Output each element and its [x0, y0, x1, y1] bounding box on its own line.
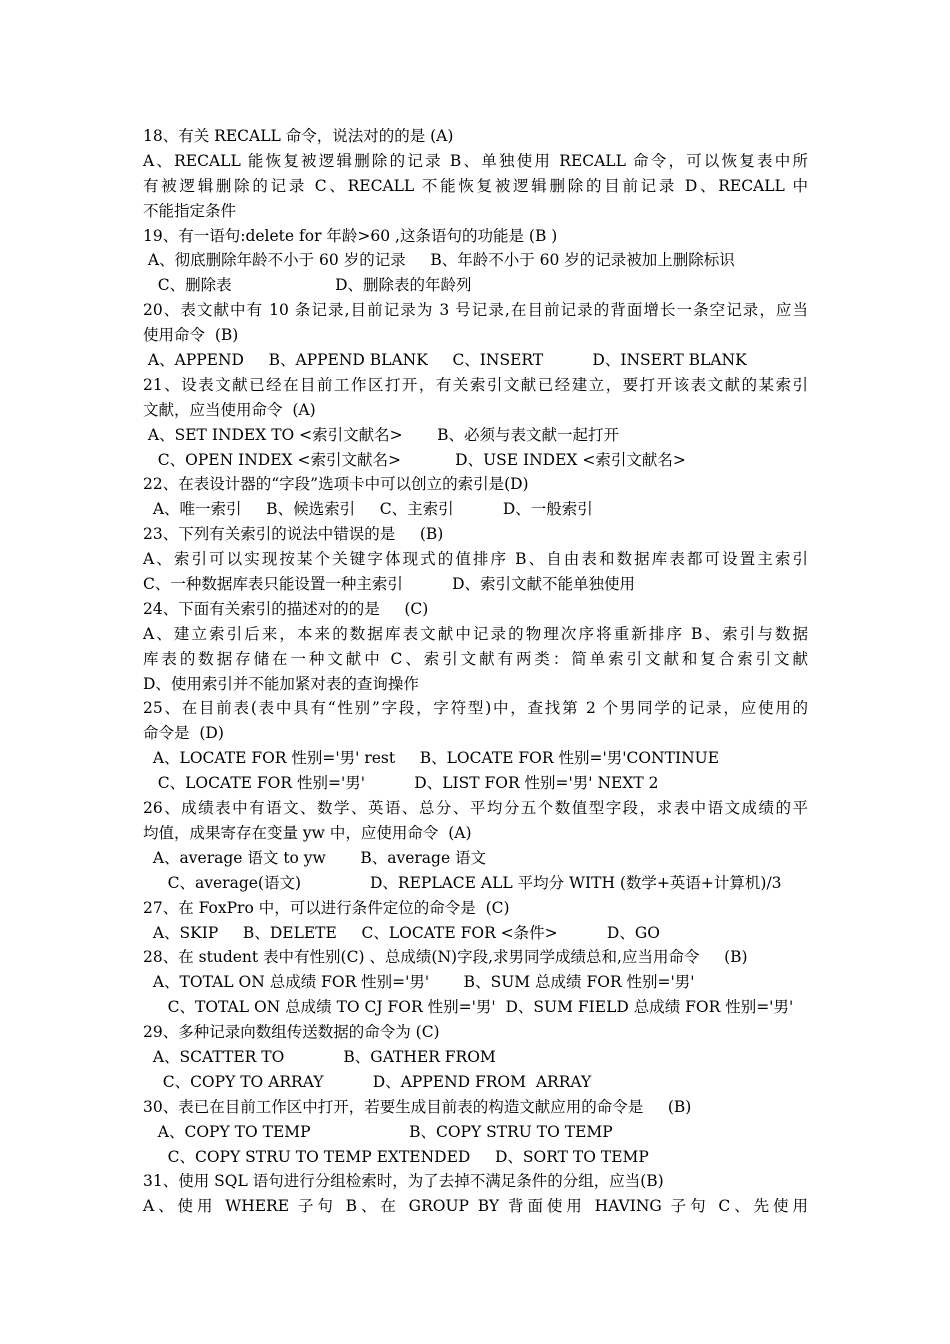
text-line: C、COPY STRU TO TEMP EXTENDED D、SORT TO TEMP — [143, 1147, 649, 1166]
text-line: 27、在 FoxPro 中，可以进行条件定位的命令是 (C) — [143, 898, 510, 917]
text-line: A、LOCATE FOR 性别='男' rest B、LOCATE FOR 性别='男'CONTINUE — [143, 749, 720, 768]
text-line: A、APPEND B、APPEND BLANK C、INSERT D、INSERT BLANK — [143, 351, 747, 370]
text-line: 使用命令 (B) — [143, 326, 239, 345]
text-line: C、average(语文) D、REPLACE ALL 平均分 WITH (数学+英语+计算机)/3 — [143, 873, 782, 892]
text-line: A、SCATTER TO B、GATHER FROM — [143, 1047, 496, 1066]
text-line: 28、在 student 表中有性别(C) 、总成绩(N)字段,求男同学成绩总和,应当用命令 (B) — [143, 948, 748, 967]
text-line: D、使用索引并不能加紧对表的查询操作 — [143, 674, 419, 693]
text-line: 命令是 (D) — [143, 724, 224, 743]
text-line: 24、下面有关索引的描述对的的是 (C) — [143, 599, 429, 618]
text-line: 23、下列有关索引的说法中错误的是 (B) — [143, 525, 444, 544]
text-line: 21、设表文献已经在目前工作区打开，有关索引文献已经建立，要打开该表文献的某索引 — [143, 375, 808, 394]
text-line: A、彻底删除年龄不小于 60 岁的记录 B、年龄不小于 60 岁的记录被加上删除标识 — [143, 251, 735, 270]
text-line: 31、使用 SQL 语句进行分组检索时，为了去掉不满足条件的分组，应当(B) — [143, 1172, 664, 1191]
text-line: A、RECALL 能恢复被逻辑删除的记录 B、单独使用 RECALL 命令，可以恢复表中所 — [143, 151, 808, 170]
text-line: 20、表文献中有 10 条记录,目前记录为 3 号记录,在目前记录的背面增长一条空记录，应当 — [143, 301, 808, 320]
text-line: A、COPY TO TEMP B、COPY STRU TO TEMP — [143, 1122, 613, 1141]
text-line: A、使用 WHERE 子句 B、在 GROUP BY 背面使用 HAVING 子句 C、先使用 — [143, 1197, 808, 1216]
document-page — [143, 124, 808, 1219]
text-line: 25、在目前表(表中具有“性别”字段，字符型)中，查找第 2 个男同学的记录，应使用的 — [143, 699, 808, 718]
text-line: C、一种数据库表只能设置一种主索引 D、索引文献不能单独使用 — [143, 575, 636, 594]
text-line: A、索引可以实现按某个关键字体现式的值排序 B、自由表和数据库表都可设置主索引 — [143, 550, 808, 569]
text-line: C、OPEN INDEX <索引文献名> D、USE INDEX <索引文献名> — [143, 450, 686, 469]
text-line: A、唯一索引 B、候选索引 C、主索引 D、一般索引 — [143, 500, 593, 519]
text-line: C、TOTAL ON 总成绩 TO CJ FOR 性别='男' D、SUM FIELD 总成绩 FOR 性别='男' — [143, 998, 794, 1017]
text-line: 18、有关 RECALL 命令，说法对的的是 (A) — [143, 127, 454, 145]
text-line: 29、多种记录向数组传送数据的命令为 (C) — [143, 1023, 440, 1042]
text-line: A、SET INDEX TO <索引文献名> B、必须与表文献一起打开 — [143, 425, 620, 444]
text-line: A、average 语文 to yw B、average 语文 — [143, 848, 487, 867]
text-line: C、LOCATE FOR 性别='男' D、LIST FOR 性别='男' NEXT 2 — [143, 774, 659, 793]
text-line: 有被逻辑删除的记录 C、RECALL 不能恢复被逻辑删除的目前记录 D、RECALL 中 — [143, 176, 808, 195]
text-line: 不能指定条件 — [143, 201, 237, 220]
text-line: 19、有一语句:delete for 年龄>60 ,这条语句的功能是 (B ) — [143, 226, 558, 245]
text-line: 22、在表设计器的“字段”选项卡中可以创立的索引是(D) — [143, 475, 529, 494]
text-line: C、COPY TO ARRAY D、APPEND FROM ARRAY — [143, 1072, 592, 1091]
text-line: 库表的数据存储在一种文献中 C、索引文献有两类：简单索引文献和复合索引文献 — [143, 649, 808, 668]
text-line: A、SKIP B、DELETE C、LOCATE FOR <条件> D、GO — [143, 923, 660, 942]
text-line: 均值，成果寄存在变量 yw 中，应使用命令 (A) — [143, 823, 472, 842]
text-line: 26、成绩表中有语文、数学、英语、总分、平均分五个数值型字段，求表中语文成绩的平 — [143, 799, 808, 818]
text-line: 文献，应当使用命令 (A) — [143, 400, 316, 419]
text-line: A、TOTAL ON 总成绩 FOR 性别='男' B、SUM 总成绩 FOR 性别='男' — [143, 973, 695, 992]
text-line: 30、表已在目前工作区中打开，若要生成目前表的构造文献应用的命令是 (B) — [143, 1097, 692, 1116]
text-line: A、建立索引后来，本来的数据库表文献中记录的物理次序将重新排序 B、索引与数据 — [143, 624, 808, 643]
text-line: C、删除表 D、删除表的年龄列 — [143, 276, 472, 295]
